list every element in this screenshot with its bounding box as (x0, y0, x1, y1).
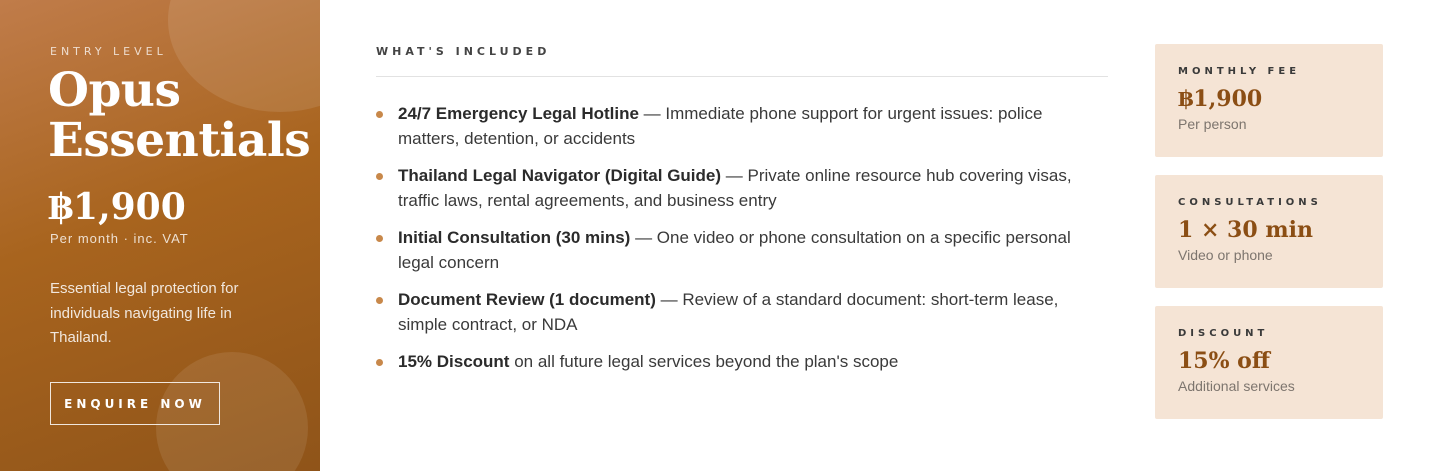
stat-value: 15% off (1178, 348, 1270, 374)
feature-item (376, 350, 1108, 375)
stat-label: MONTHLY FEE (1178, 66, 1301, 77)
plan-title: Opus Essentials (48, 63, 311, 168)
feature-title: 24/7 Emergency Legal Hotline (398, 104, 639, 123)
feature-text: — One video or phone consultation on a specific personal legal concern (398, 228, 1071, 272)
stat-label: CONSULTATIONS (1178, 197, 1322, 208)
stat-subtext: Per person (1178, 116, 1247, 132)
enquire-now-button[interactable]: ENQUIRE NOW (50, 382, 220, 425)
feature-title: Initial Consultation (30 mins) (398, 228, 631, 247)
feature-list (376, 102, 1108, 388)
feature-item (376, 164, 1108, 213)
feature-item (376, 226, 1108, 275)
stat-card-discount (1155, 306, 1383, 419)
stat-cards (1155, 44, 1383, 437)
feature-title: Document Review (1 document) (398, 290, 656, 309)
feature-text: — Private online resource hub covering visas, traffic laws, rental agreements, and business entry (398, 166, 1072, 210)
divider (376, 76, 1108, 77)
bullet-icon (376, 235, 383, 242)
price-note: Per month · inc. VAT (50, 231, 189, 246)
stat-value: 1 × 30 min (1178, 217, 1313, 243)
plan-description: Essential legal protection for individuals navigating life in Thailand. (50, 280, 239, 346)
feature-item (376, 102, 1108, 151)
plan-price: ฿1,900 (48, 186, 186, 228)
feature-title: 15% Discount (398, 352, 510, 371)
stat-label: DISCOUNT (1178, 328, 1269, 339)
section-label: WHAT'S INCLUDED (376, 45, 551, 58)
feature-text: — Immediate phone support for urgent issues: police matters, detention, or accidents (398, 104, 1043, 148)
stat-card-monthly-fee (1155, 44, 1383, 157)
feature-item (376, 288, 1108, 337)
stat-card-consultations (1155, 175, 1383, 288)
stat-subtext: Additional services (1178, 378, 1295, 394)
tier-label: ENTRY LEVEL (50, 45, 167, 58)
plan-promo-panel (0, 0, 320, 471)
feature-text: on all future legal services beyond the plan's scope (509, 352, 899, 371)
bullet-icon (376, 173, 383, 180)
bullet-icon (376, 111, 383, 118)
stat-value: ฿1,900 (1178, 86, 1263, 112)
stat-subtext: Video or phone (1178, 247, 1273, 263)
feature-title: Thailand Legal Navigator (Digital Guide) (398, 166, 722, 185)
bullet-icon (376, 297, 383, 304)
bullet-icon (376, 359, 383, 366)
feature-text: — Review of a standard document: short-term lease, simple contract, or NDA (398, 290, 1059, 334)
